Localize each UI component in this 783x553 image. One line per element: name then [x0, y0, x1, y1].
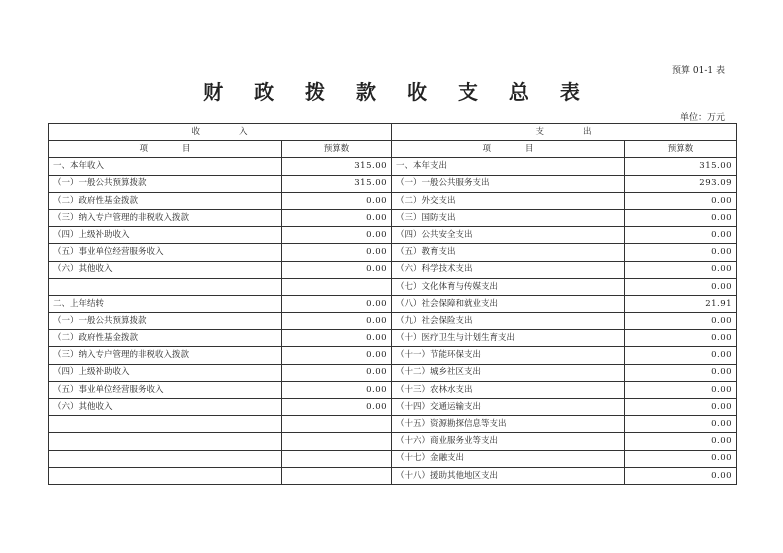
income-item-header: 项 目	[49, 141, 282, 158]
income-amount-cell: 0.00	[282, 227, 392, 244]
expense-amount-cell: 315.00	[625, 158, 737, 175]
column-header-row	[49, 141, 737, 158]
income-amount-cell	[282, 467, 392, 484]
income-item-cell: （六）其他收入	[49, 399, 282, 416]
income-amount-cell	[282, 278, 392, 295]
table-row	[49, 399, 737, 416]
expense-item-cell: （六）科学技术支出	[392, 261, 625, 278]
expense-item-cell: （四）公共安全支出	[392, 227, 625, 244]
expense-amount-cell: 0.00	[625, 261, 737, 278]
table-row	[49, 330, 737, 347]
table-row	[49, 209, 737, 226]
expense-amount-cell: 0.00	[625, 244, 737, 261]
page-title: 财 政 拨 款 收 支 总 表	[203, 80, 592, 104]
section-header-row	[49, 124, 737, 141]
expense-item-cell: （一）一般公共服务支出	[392, 175, 625, 192]
table-row	[49, 295, 737, 312]
expense-amount-cell: 0.00	[625, 209, 737, 226]
income-amount-cell: 0.00	[282, 347, 392, 364]
expense-item-cell: （十）医疗卫生与计划生育支出	[392, 330, 625, 347]
table-row	[49, 467, 737, 484]
expense-amount-cell: 0.00	[625, 399, 737, 416]
income-amount-header: 预算数	[282, 141, 392, 158]
income-item-cell: （二）政府性基金拨款	[49, 330, 282, 347]
expense-amount-cell: 0.00	[625, 192, 737, 209]
income-item-cell: （六）其他收入	[49, 261, 282, 278]
income-item-cell: （二）政府性基金拨款	[49, 192, 282, 209]
income-item-cell: （三）纳入专户管理的非税收入拨款	[49, 209, 282, 226]
unit-label: 单位：万元	[679, 113, 725, 123]
expense-amount-cell: 0.00	[625, 347, 737, 364]
expense-item-cell: （十七）金融支出	[392, 450, 625, 467]
expense-amount-cell: 0.00	[625, 416, 737, 433]
expense-amount-cell: 21.91	[625, 295, 737, 312]
income-amount-cell	[282, 416, 392, 433]
expense-amount-cell: 0.00	[625, 433, 737, 450]
expense-item-cell: （十二）城乡社区支出	[392, 364, 625, 381]
expense-item-cell: （十四）交通运输支出	[392, 399, 625, 416]
table-row	[49, 381, 737, 398]
expense-item-cell: （十五）资源勘探信息等支出	[392, 416, 625, 433]
income-amount-cell: 0.00	[282, 295, 392, 312]
budget-summary-table	[48, 123, 737, 485]
expense-section-header: 支 出	[392, 124, 737, 141]
income-item-cell: （五）事业单位经营服务收入	[49, 244, 282, 261]
income-amount-cell: 315.00	[282, 158, 392, 175]
table-row	[49, 244, 737, 261]
expense-amount-cell: 0.00	[625, 467, 737, 484]
income-amount-cell: 0.00	[282, 209, 392, 226]
expense-item-cell: 一、本年支出	[392, 158, 625, 175]
income-item-cell: （五）事业单位经营服务收入	[49, 381, 282, 398]
income-amount-cell: 0.00	[282, 364, 392, 381]
table-row	[49, 450, 737, 467]
income-item-cell: （三）纳入专户管理的非税收入拨款	[49, 347, 282, 364]
expense-item-cell: （十三）农林水支出	[392, 381, 625, 398]
expense-amount-cell: 0.00	[625, 227, 737, 244]
expense-item-cell: （七）文化体育与传媒支出	[392, 278, 625, 295]
income-amount-cell: 0.00	[282, 192, 392, 209]
expense-amount-cell: 293.09	[625, 175, 737, 192]
income-item-cell	[49, 433, 282, 450]
expense-item-cell: （三）国防支出	[392, 209, 625, 226]
expense-item-cell: （二）外交支出	[392, 192, 625, 209]
table-row	[49, 261, 737, 278]
income-amount-cell: 0.00	[282, 399, 392, 416]
expense-amount-cell: 0.00	[625, 313, 737, 330]
income-amount-cell: 315.00	[282, 175, 392, 192]
expense-item-cell: （五）教育支出	[392, 244, 625, 261]
income-amount-cell: 0.00	[282, 330, 392, 347]
income-section-header: 收 入	[49, 124, 392, 141]
table-row	[49, 192, 737, 209]
income-amount-cell	[282, 433, 392, 450]
income-item-cell: （一）一般公共预算拨款	[49, 313, 282, 330]
income-item-cell: （四）上级补助收入	[49, 227, 282, 244]
income-item-cell: （四）上级补助收入	[49, 364, 282, 381]
expense-amount-cell: 0.00	[625, 450, 737, 467]
expense-item-cell: （十一）节能环保支出	[392, 347, 625, 364]
table-row	[49, 175, 737, 192]
income-item-cell	[49, 450, 282, 467]
table-row	[49, 416, 737, 433]
expense-amount-cell: 0.00	[625, 381, 737, 398]
expense-amount-cell: 0.00	[625, 330, 737, 347]
income-item-cell: 二、上年结转	[49, 295, 282, 312]
income-amount-cell	[282, 450, 392, 467]
expense-item-cell: （十六）商业服务业等支出	[392, 433, 625, 450]
income-amount-cell: 0.00	[282, 244, 392, 261]
expense-item-cell: （十八）援助其他地区支出	[392, 467, 625, 484]
expense-item-cell: （八）社会保障和就业支出	[392, 295, 625, 312]
table-row	[49, 433, 737, 450]
table-row	[49, 158, 737, 175]
income-item-cell	[49, 416, 282, 433]
expense-amount-header: 预算数	[625, 141, 737, 158]
income-item-cell	[49, 467, 282, 484]
income-item-cell	[49, 278, 282, 295]
expense-amount-cell: 0.00	[625, 278, 737, 295]
expense-item-header: 项 目	[392, 141, 625, 158]
income-item-cell: 一、本年收入	[49, 158, 282, 175]
income-amount-cell: 0.00	[282, 381, 392, 398]
income-amount-cell: 0.00	[282, 313, 392, 330]
table-row	[49, 278, 737, 295]
table-row	[49, 313, 737, 330]
table-row	[49, 347, 737, 364]
form-number: 预算 01-1 表	[672, 66, 725, 76]
table-row	[49, 227, 737, 244]
expense-amount-cell: 0.00	[625, 364, 737, 381]
expense-item-cell: （九）社会保险支出	[392, 313, 625, 330]
income-item-cell: （一）一般公共预算拨款	[49, 175, 282, 192]
income-amount-cell: 0.00	[282, 261, 392, 278]
table-row	[49, 364, 737, 381]
